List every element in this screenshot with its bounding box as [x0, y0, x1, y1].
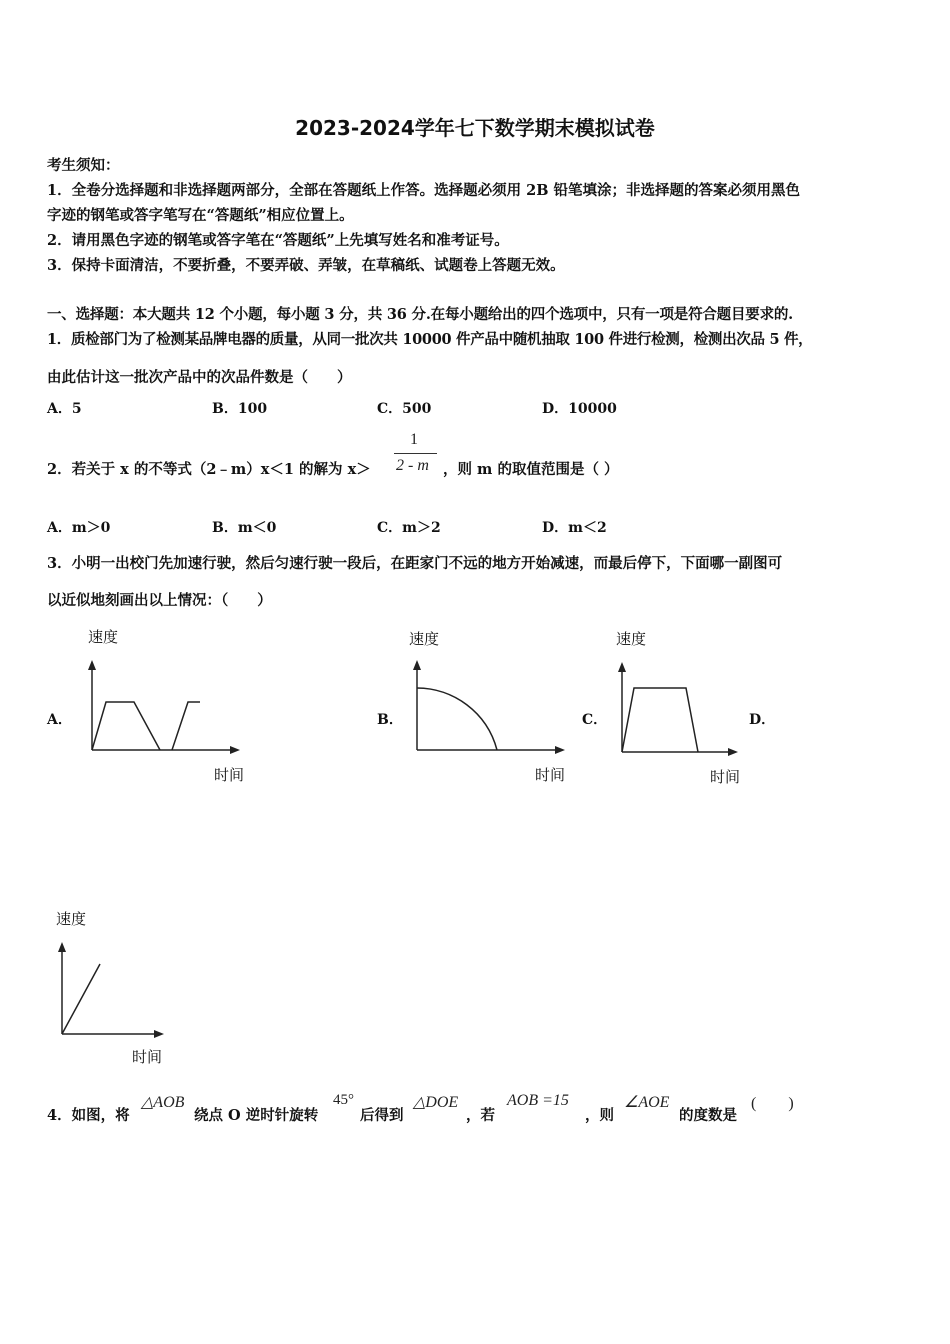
q1-text-line1: 1．质检部门为了检测某品牌电器的质量，从同一批次共 10000 件产品中随机抽取 100 件进行检测，检测出次品 5 件， [47, 331, 813, 348]
q3-option-d: D． [749, 712, 776, 728]
q4-answer-paren: ( ) [751, 1095, 794, 1112]
q2-option-c: C．m＞2 [377, 520, 441, 536]
q3-graph-a [80, 626, 250, 786]
q2-option-b: B．m＜0 [212, 520, 277, 536]
q3-text-line1: 3．小明一出校门先加速行驶，然后匀速行驶一段后，在距家门不远的地方开始减速，而最后停下，下面哪一副图可 [47, 555, 783, 572]
q3-graph-d-xlabel: 时间 [132, 1048, 163, 1066]
q3-graph-d-plot [50, 906, 190, 1066]
q1-option-a: A．5 [47, 401, 82, 417]
q4-condition: AOB =15 [507, 1092, 569, 1109]
q2-option-a: A．m＞0 [47, 520, 111, 536]
q3-graph-b-plot [405, 626, 575, 786]
q3-option-c: C． [582, 712, 608, 728]
q4-text-then: ，则 [585, 1107, 614, 1124]
q4-triangle-aob: △AOB [141, 1094, 185, 1111]
q3-graph-d-ylabel: 速度 [56, 910, 87, 928]
q2-text: 2．若关于 x 的不等式（2﹣m）x＜1 的解为 x＞ [47, 461, 371, 478]
q3-graph-c-xlabel: 时间 [710, 768, 741, 786]
page-title: 2023-2024学年七下数学期末模拟试卷 [295, 116, 655, 140]
q1-option-d: D．10000 [542, 401, 617, 417]
q3-graph-a-xlabel: 时间 [214, 766, 245, 784]
notice-heading: 考生须知： [47, 157, 120, 174]
section-heading: 一、选择题：本大题共 12 个小题，每小题 3 分，共 36 分.在每小题给出的四个选项中，只有一项是符合题目要求的. [47, 306, 794, 323]
q3-graph-a-plot [80, 626, 250, 786]
q2-fraction-numerator: 1 [410, 431, 418, 448]
q3-graph-d [50, 906, 190, 1066]
q3-option-b: B． [377, 712, 403, 728]
q3-option-a: A． [47, 712, 72, 728]
q3-graph-c [610, 626, 750, 786]
q2-text-tail: ，则 m 的取值范围是（ ） [443, 461, 619, 478]
q2-fraction-denominator: 2 - m [396, 457, 429, 474]
q4-prefix: 4．如图，将 [47, 1107, 130, 1124]
q3-graph-b [405, 626, 575, 786]
q4-angle-45: 45° [333, 1092, 354, 1108]
q3-graph-c-ylabel: 速度 [616, 630, 647, 648]
q3-graph-b-ylabel: 速度 [409, 630, 440, 648]
notice-item-3: 3．保持卡面清洁，不要折叠，不要弄破、弄皱，在草稿纸、试题卷上答题无效。 [47, 257, 565, 274]
q1-option-b: B．100 [212, 401, 268, 417]
q4-text-tail: 的度数是 [679, 1107, 737, 1124]
q3-graph-a-ylabel: 速度 [88, 628, 119, 646]
q3-text-line2: 以近似地刻画出以上情况：（ ） [47, 592, 272, 609]
q4-text-if: ，若 [466, 1107, 495, 1124]
q1-option-c: C．500 [377, 401, 432, 417]
q4-text-rotate: 绕点 O 逆时针旋转 [194, 1107, 319, 1124]
q4-text-get: 后得到 [360, 1107, 404, 1124]
q4-triangle-doe: △DOE [413, 1094, 459, 1111]
notice-item-1: 1．全卷分选择题和非选择题两部分，全部在答题纸上作答。选择题必须用 2B 铅笔填涂；非选择题的答案必须用黑色 [47, 182, 801, 199]
notice-item-2: 2．请用黑色字迹的钢笔或答字笔在“答题纸”上先填写姓名和准考证号。 [47, 232, 509, 249]
q2-option-d: D．m＜2 [542, 520, 607, 536]
q4-angle-aoe: ∠AOE [624, 1094, 670, 1111]
notice-item-1-cont: 字迹的钢笔或答字笔写在“答题纸”相应位置上。 [47, 207, 354, 224]
q1-text-line2: 由此估计这一批次产品中的次品件数是（ ） [47, 369, 352, 386]
q3-graph-c-plot [610, 626, 750, 786]
q3-graph-b-xlabel: 时间 [535, 766, 566, 784]
q2-fraction-bar [394, 453, 437, 454]
